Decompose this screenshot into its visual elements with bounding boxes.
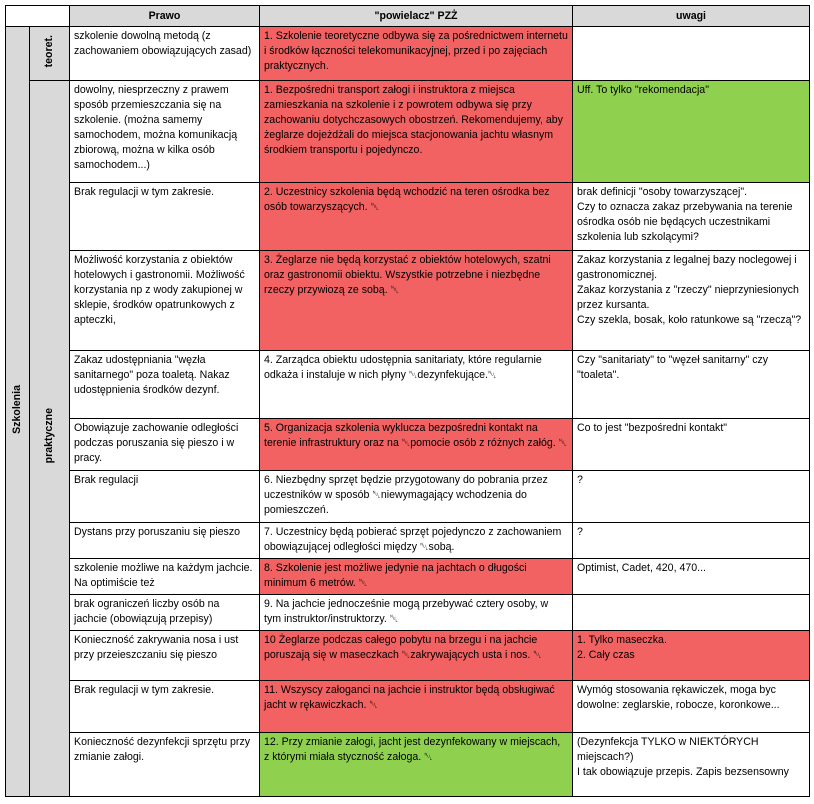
note-line: Optimist, Cadet, 420, 470... xyxy=(577,562,706,574)
law-cell: Brak regulacji w tym zakresie. xyxy=(70,681,260,733)
pzz-cell: 3. Żeglarze nie będą korzystać z obiektów hotelowych, szatni oraz gastronomii obiektu. Wszystkie potrzebne i niezbędne rzeczy przywiozą ze sobą. ␀ xyxy=(260,251,573,351)
pzz-cell: 9. Na jachcie jednocześnie mogą przebywać cztery osoby, w tym instruktor/instruktorzy. ␀ xyxy=(260,595,573,631)
note-line: ? xyxy=(577,474,583,486)
note-line: Zakaz korzystania z legalnej bazy noclegowej i gastronomicznej. xyxy=(577,254,797,281)
notes-cell xyxy=(573,183,810,251)
header-corner xyxy=(6,6,70,27)
law-cell: Konieczność zakrywania nosa i ust przy przeieszczaniu się pieszo xyxy=(70,631,260,681)
table-row xyxy=(6,81,810,183)
law-cell: Konieczność dezynfekcji sprzętu przy zmianie załogi. xyxy=(70,733,260,797)
table-row xyxy=(6,523,810,559)
header-law: Prawo xyxy=(70,6,260,27)
group-practice-cell xyxy=(30,81,70,797)
note-line: Zakaz korzystania z "rzeczy" nieprzyniesionych przez kursanta. xyxy=(577,284,799,311)
pzz-cell: 4. Zarządca obiektu udostępnia sanitariaty, które regularnie odkaża i instaluje w nich płyny ␀dezynfekujące.␀ xyxy=(260,351,573,419)
table-row xyxy=(6,419,810,471)
law-cell: Brak regulacji w tym zakresie. xyxy=(70,183,260,251)
note-line: (Dezynfekcja TYLKO w NIEKTÓRYCH miejscach?) xyxy=(577,736,759,763)
notes-cell xyxy=(573,27,810,81)
pzz-cell: 12. Przy zmianie załogi, jacht jest dezynfekowany w miejscach, z którymi miała styczność załoga. ␀ xyxy=(260,733,573,797)
table-row xyxy=(6,733,810,797)
law-cell: Obowiązuje zachowanie odległości podczas poruszania się pieszo i w pracy. xyxy=(70,419,260,471)
group-main-cell xyxy=(6,27,30,797)
header-row xyxy=(6,6,810,27)
table-row xyxy=(6,559,810,595)
note-line: I tak obowiązuje przepis. Zapis bezsensowny xyxy=(577,766,789,778)
law-cell: dowolny, niesprzeczny z prawem sposób przemieszczania się na szkolenie. (można samemy samochodem, można komunikacją zbiorową, można w kilka osób samochodem...) xyxy=(70,81,260,183)
law-cell: Możliwość korzystania z obiektów hotelowych i gastronomii. Możliwość korzystania np z wody zakupionej w sklepie, środków opatrunkowych z apteczki, xyxy=(70,251,260,351)
note-line: Wymóg stosowania rękawiczek, moga byc dowolne: zeglarskie, robocze, koronkowe... xyxy=(577,684,780,711)
group-theory-cell xyxy=(30,27,70,81)
law-cell: szkolenie dowolną metodą (z zachowaniem obowiązujących zasad) xyxy=(70,27,260,81)
table-row xyxy=(6,183,810,251)
comparison-table xyxy=(5,5,810,797)
pzz-cell: 5. Organizacja szkolenia wyklucza bezpośredni kontakt na terenie infrastruktury oraz na ␀pomocie osób z różnych załóg. ␀ xyxy=(260,419,573,471)
notes-cell xyxy=(573,631,810,681)
notes-cell xyxy=(573,351,810,419)
table-row xyxy=(6,595,810,631)
group-main-label: Szkolenia xyxy=(11,384,23,434)
pzz-cell: 7. Uczestnicy będą pobierać sprzęt pojedynczo z zachowaniem obowiązującej odległości między ␀sobą. xyxy=(260,523,573,559)
table-row xyxy=(6,471,810,523)
table-row xyxy=(6,681,810,733)
group-practice-label: praktyczne xyxy=(43,408,55,464)
law-cell: Dystans przy poruszaniu się pieszo xyxy=(70,523,260,559)
table-row xyxy=(6,631,810,681)
note-line: Czy szekla, bosak, koło ratunkowe są "rzeczą"? xyxy=(577,314,802,326)
note-line: Czy to oznacza zakaz przebywania na terenie ośrodka osób nie będących uczestnikami szkolenia lub szkolącymi? xyxy=(577,201,793,243)
note-line: ? xyxy=(577,526,583,538)
pzz-cell: 6. Niezbędny sprzęt będzie przygotowany do pobrania przez uczestników w sposób ␀niewymagający wchodzenia do pomieszczeń. xyxy=(260,471,573,523)
law-cell: szkolenie możliwe na każdym jachcie. Na optimiście też xyxy=(70,559,260,595)
note-line: Co to jest "bezpośredni kontakt" xyxy=(577,422,728,434)
header-notes: uwagi xyxy=(573,6,810,27)
pzz-cell: 1. Szkolenie teoretyczne odbywa się za pośrednictwem internetu i środków łączności telekomunikacyjnej, przed i po zajęciach praktycznych. xyxy=(260,27,573,81)
law-cell: Zakaz udostępniania "węzła sanitarnego" poza toaletą. Nakaz udostępnienia środków dezynf. xyxy=(70,351,260,419)
notes-cell xyxy=(573,81,810,183)
notes-cell xyxy=(573,419,810,471)
notes-cell xyxy=(573,523,810,559)
pzz-cell: 2. Uczestnicy szkolenia będą wchodzić na teren ośrodka bez osób towarzyszących. ␀ xyxy=(260,183,573,251)
notes-cell xyxy=(573,595,810,631)
law-cell: brak ograniczeń liczby osób na jachcie (obowiązują przepisy) xyxy=(70,595,260,631)
notes-cell xyxy=(573,559,810,595)
pzz-cell: 11. Wszyscy załoganci na jachcie i instruktor będą obsługiwać jacht w rękawiczkach. ␀ xyxy=(260,681,573,733)
law-cell: Brak regulacji xyxy=(70,471,260,523)
note-line: brak definicji "osoby towarzyszącej". xyxy=(577,186,748,198)
table-row xyxy=(6,351,810,419)
note-line: 2. Cały czas xyxy=(577,649,635,661)
notes-cell xyxy=(573,681,810,733)
note-line: Czy "sanitariaty" to "węzeł sanitarny" czy "toaleta". xyxy=(577,354,769,381)
pzz-cell: 10 Żeglarze podczas całego pobytu na brzegu i na jachcie poruszają się w maseczkach ␀zakrywających usta i nos. ␀ xyxy=(260,631,573,681)
notes-cell xyxy=(573,733,810,797)
table-row xyxy=(6,251,810,351)
table-row xyxy=(6,27,810,81)
header-pzz: "powielacz" PZŻ xyxy=(260,6,573,27)
note-line: Uff. To tylko "rekomendacja" xyxy=(577,84,709,96)
group-theory-label: teoret. xyxy=(43,34,55,68)
spreadsheet-sheet xyxy=(5,5,809,799)
pzz-cell: 1. Bezpośredni transport załogi i instruktora z miejsca zamieszkania na szkolenie i z powrotem odbywa się przy zachowaniu dotychczasowych obostrzeń. Rekomendujemy, aby żeglarze dojeżdżali do miejsca stacjonowania jachtu własnym środkiem transportu i pojedynczo. xyxy=(260,81,573,183)
notes-cell xyxy=(573,251,810,351)
notes-cell xyxy=(573,471,810,523)
pzz-cell: 8. Szkolenie jest możliwe jedynie na jachtach o długości minimum 6 metrów. ␀ xyxy=(260,559,573,595)
note-line: 1. Tylko maseczka. xyxy=(577,634,667,646)
